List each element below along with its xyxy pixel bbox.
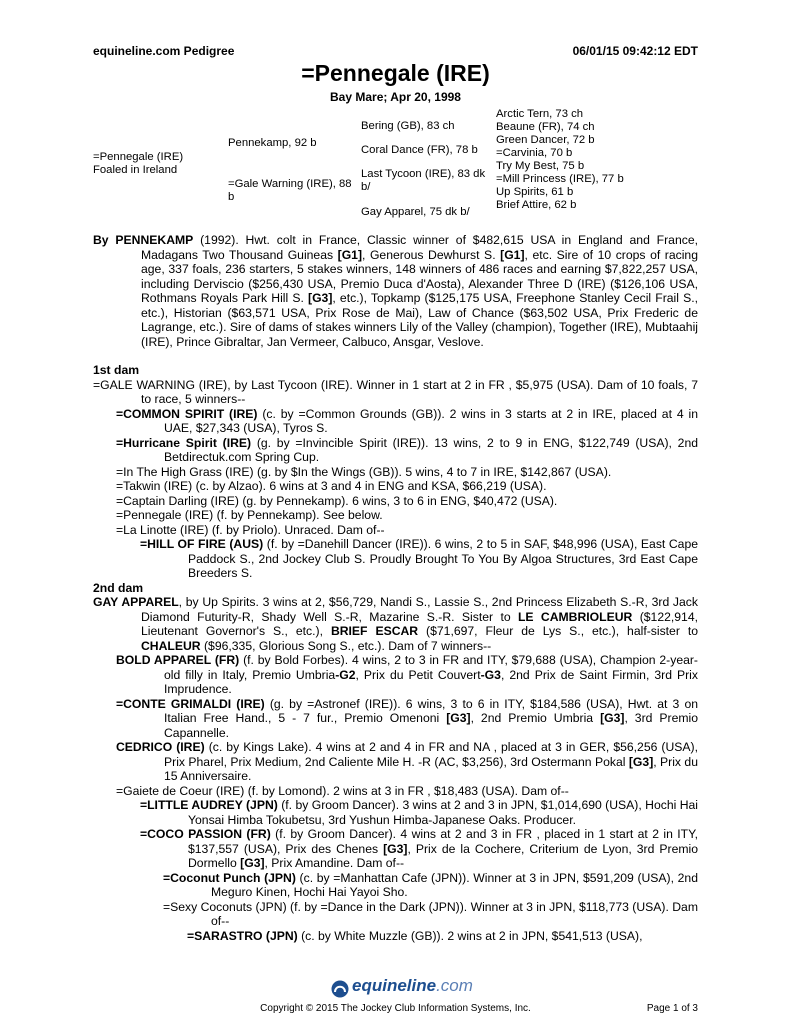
pedigree-report-body — [93, 233, 698, 943]
dam2-text: ($96,335, Glorious Song S., etc.). Dam of 7 winners-- — [200, 638, 492, 653]
dam2-name: GAY APPAREL — [93, 595, 179, 609]
dam1-intro: =GALE WARNING (IRE), by Last Tycoon (IRE). Winner in 1 start at 2 in FR , $5,975 (USA). Dam of 10 foals, 7 to race, 5 winners-- — [93, 377, 698, 406]
grade-badge: [G3] — [308, 291, 333, 305]
pedigree-sire: Pennekamp, 92 b — [228, 137, 317, 149]
offspring-entry — [187, 929, 698, 944]
report-timestamp: 06/01/15 09:42:12 EDT — [572, 44, 698, 58]
pedigree-gen3: Gay Apparel, 75 dk b/ — [361, 206, 470, 218]
pedigree-horse: =Pennegale (IRE) — [93, 151, 184, 163]
dam2-text: ($71,697, Fleur de Lys S., etc.), half-sister to — [418, 624, 698, 638]
sire-name: PENNEKAMP — [115, 233, 194, 247]
grade-badge: [G1] — [337, 247, 363, 262]
pedigree-gen4: Up Spirits, 61 b — [496, 186, 574, 198]
offspring-text: , 2nd Premio Umbria — [470, 711, 601, 725]
offspring-name: =Coconut Punch (JPN) — [163, 870, 296, 885]
pedigree-gen4: =Mill Princess (IRE), 77 b — [496, 173, 624, 185]
sire-text: , etc. Sire of 10 crops of racing age, 337 foals, 236 starters, 5 stakes winners, 148 winners of 486 races and earning $7,822,257 USA, including Derviscio ($256,430 USA, Premio Duca d'Aosta), Alexander Three D (IRE) ($126,106 USA, Rothmans Royals Park Hill S. — [141, 247, 698, 305]
section-heading-1st-dam: 1st dam — [93, 363, 140, 377]
grade-badge: -G2 — [335, 667, 356, 682]
copyright-notice: Copyright © 2015 The Jockey Club Information Systems, Inc. — [260, 1003, 531, 1014]
offspring-entry: =Takwin (IRE) (c. by Alzao). 6 wins at 3 and 4 in ENG and KSA, $66,219 (USA). — [116, 479, 547, 493]
dam2-intro — [93, 595, 698, 653]
offspring-entry: =Captain Darling (IRE) (g. by Pennekamp). 6 wins, 3 to 6 in ENG, $40,472 (USA). — [116, 493, 558, 508]
pedigree-gen4: Arctic Tern, 73 ch — [496, 108, 584, 120]
offspring-text: , Prix du Petit Couvert — [355, 667, 481, 682]
offspring-entry — [140, 537, 698, 581]
grade-badge: [G1] — [500, 247, 525, 262]
offspring-name: =CONTE GRIMALDI (IRE) — [116, 696, 265, 711]
offspring-text: , Prix du 15 Anniversaire. — [164, 754, 698, 783]
grade-badge: [G3] — [600, 711, 625, 725]
report-source: equineline.com Pedigree — [93, 44, 235, 58]
sire-text: (1992). Hwt. colt in France, Classic winner of $482,615 USA in England and France, Madagans Two Thousand Guineas — [141, 233, 698, 262]
offspring-name: =SARASTRO (JPN) — [187, 928, 298, 943]
grade-badge: [G3] — [628, 754, 654, 769]
grade-badge: [G3] — [446, 711, 471, 725]
offspring-entry: =Sexy Coconuts (JPN) (f. by =Dance in the Dark (JPN)). Winner at 3 in JPN, $118,773 (USA). Dam of-- — [163, 899, 698, 928]
offspring-text: (f. by Groom Dancer). 4 wins at 2 and 3 in FR , placed in 1 start at 2 in ITY, $137,557 (USA), Prix des Chenes — [188, 827, 699, 856]
offspring-text: (f. by Groom Dancer). 3 wins at 2 and 3 in JPN, $1,014,690 (USA), Hochi Hai Yonsai Himba Tokubetsu, 3rd Yushun Himba-Japanese Oaks. Producer. — [188, 798, 698, 827]
offspring-text: , 2nd Prix de Saint Firmin, 3rd Prix Imprudence. — [164, 667, 698, 696]
offspring-text: (f. by =Danehill Dancer (IRE)). 6 wins, 2 to 5 in SAF, $48,996 (USA), East Cape Paddock S., 2nd Jockey Club S. Proudly Brought To You By Algoa Structures, 3rd East Cape Breeders S. — [188, 537, 699, 580]
section-heading-2nd-dam: 2nd dam — [93, 580, 144, 595]
page-title: =Pennegale (IRE) — [301, 60, 490, 86]
offspring-text: , Prix Amandine. Dam of-- — [264, 856, 405, 870]
pedigree-gen3: Last Tycoon (IRE), 83 dk b/ — [361, 168, 486, 193]
offspring-text: , Prix de la Cochere, Criterium de Lyon, 3rd Premio Dormello — [188, 841, 698, 870]
offspring-text: (c. by =Common Grounds (GB)). 2 wins in 3 starts at 2 in IRE, placed at 4 in UAE, $27,343 (USA), Tyros S. — [164, 406, 698, 435]
horseshoe-icon — [330, 979, 350, 999]
grade-badge: [G3] — [240, 856, 265, 870]
pedigree-dam: =Gale Warning (IRE), 88 b — [228, 178, 352, 203]
offspring-entry — [116, 697, 698, 741]
grade-badge: [G3] — [383, 841, 408, 856]
offspring-text: (f. by Bold Forbes). 4 wins, 2 to 3 in FR and ITY, $79,688 (USA), Champion 2-year-old filly in Italy, Premio Umbria — [164, 653, 698, 682]
pedigree-foaled: Foaled in Ireland — [93, 164, 178, 176]
offspring-entry — [116, 436, 698, 465]
page-subtitle: Bay Mare; Apr 20, 1998 — [330, 90, 461, 104]
offspring-name: =COMMON SPIRIT (IRE) — [116, 406, 258, 421]
offspring-name: BOLD APPAREL (FR) — [116, 653, 240, 667]
sibling-name: BRIEF ESCAR — [330, 624, 419, 638]
grade-badge: -G3 — [480, 667, 501, 682]
pedigree-gen4: Brief Attire, 62 b — [496, 199, 577, 211]
sibling-name: LE CAMBRIOLEUR — [517, 609, 633, 624]
offspring-entry: =In The High Grass (IRE) (g. by $In the Wings (GB)). 5 wins, 4 to 7 in IRE, $142,867 (USA). — [116, 464, 612, 479]
dam2-text: ($122,914, Lieutenant Governor's S., etc.), — [141, 609, 698, 638]
offspring-text: (g. by =Invincible Spirit (IRE)). 13 wins, 2 to 9 in ENG, $122,749 (USA), 2nd Betdirectuk.com Spring Cup. — [164, 435, 698, 464]
offspring-entry: =La Linotte (IRE) (f. by Priolo). Unraced. Dam of-- — [116, 522, 385, 537]
offspring-entry — [140, 827, 698, 871]
sibling-name: CHALEUR — [141, 638, 201, 653]
offspring-text: (c. by =Manhattan Cafe (JPN)). Winner at 3 in JPN, $591,209 (USA), 2nd Meguro Kinen, Hochi Hai Yayoi Sho. — [211, 870, 698, 899]
offspring-name: CEDRICO (IRE) — [116, 740, 205, 754]
offspring-text: (c. by White Muzzle (GB)). 2 wins at 2 in JPN, $541,513 (USA), — [297, 928, 643, 943]
dam2-text: , by Up Spirits. 3 wins at 2, $56,729, Nandi S., Lassie S., 2nd Princess Elizabeth S.-R, 3rd Jack Diamond Futurity-R, Shady Well S.-R, Mazarine S.-R. Sister to — [141, 595, 698, 624]
pedigree-gen4: =Carvinia, 70 b — [496, 147, 573, 159]
offspring-entry — [116, 653, 698, 697]
offspring-entry: =Pennegale (IRE) (f. by Pennekamp). See below. — [116, 508, 383, 522]
page-number: Page 1 of 3 — [646, 1003, 698, 1014]
offspring-entry — [116, 740, 698, 784]
logo-text: equineline.com — [352, 976, 473, 995]
offspring-text: (c. by Kings Lake). 4 wins at 2 and 4 in FR and NA , placed at 3 in GER, $56,256 (USA), Prix Pharel, Prix Medium, 2nd Caliente Mile H. -R (AC, $3,256), 3rd Ostermann Pokal — [164, 740, 698, 769]
sire-text: , etc.), Topkamp ($125,175 USA, Freephone Stanley Cecil Frail S., etc.), Historian ($63,571 USA, Prix Rose de Mai), Law of Chance ($63,502 USA, Prix Frederic de Lagrange, etc.). Sire of dams of stakes winners Lily of the Valley (champion), Together (IRE), Mubtaahij (IRE), Prince Gibraltar, Jan Vermeer, Calbuco, Ansgar, Veslove. — [141, 291, 698, 349]
offspring-text: , 3rd Premio Capannelle. — [164, 711, 698, 740]
pedigree-gen3: Bering (GB), 83 ch — [361, 120, 455, 132]
offspring-name: =COCO PASSION (FR) — [140, 827, 271, 841]
pedigree-gen4: Beaune (FR), 74 ch — [496, 121, 595, 133]
offspring-entry — [163, 871, 698, 900]
offspring-text: (g. by =Astronef (IRE)). 6 wins, 3 to 6 in ITY, $184,586 (USA), Hwt. at 3 on Italian Free Hand., 5 - 7 fur., Premio Omenoni — [164, 696, 698, 725]
equineline-logo — [330, 976, 473, 1000]
offspring-entry — [140, 798, 698, 827]
sire-paragraph — [93, 233, 698, 349]
pedigree-gen4: Green Dancer, 72 b — [496, 134, 595, 146]
offspring-entry — [116, 407, 698, 436]
offspring-name: =LITTLE AUDREY (JPN) — [140, 798, 278, 812]
pedigree-gen4: Try My Best, 75 b — [496, 160, 585, 172]
offspring-name: =Hurricane Spirit (IRE) — [116, 435, 252, 450]
sire-text: , Generous Dewhurst S. — [362, 247, 501, 262]
offspring-name: =HILL OF FIRE (AUS) — [140, 537, 264, 551]
offspring-entry: =Gaiete de Coeur (IRE) (f. by Lomond). 2 wins at 3 in FR , $18,483 (USA). Dam of-- — [116, 783, 569, 798]
pedigree-gen3: Coral Dance (FR), 78 b — [361, 144, 478, 156]
sire-prefix: By — [93, 233, 116, 247]
